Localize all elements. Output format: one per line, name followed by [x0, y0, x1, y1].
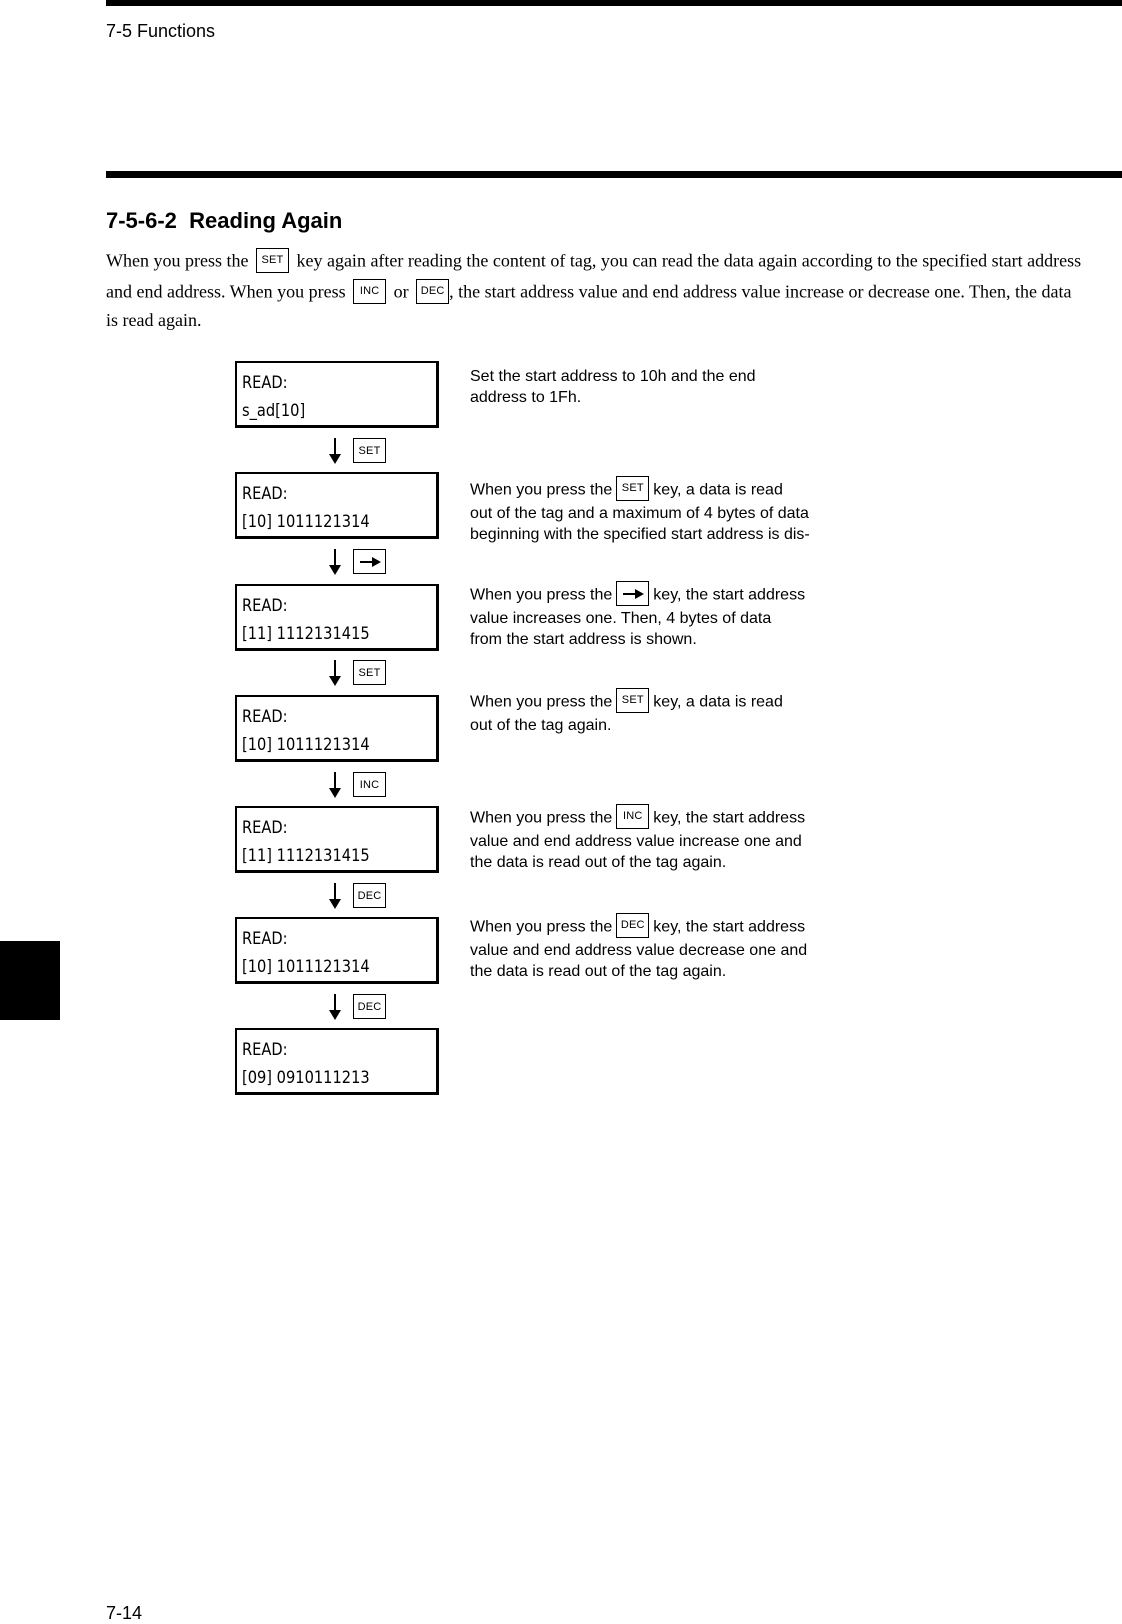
lcd-line-1: READ: — [242, 484, 288, 504]
right-arrow-icon — [359, 557, 381, 567]
set-key-icon: SET — [353, 660, 386, 685]
description-5 — [470, 806, 830, 873]
lcd-line-2: [09] 0910111213 — [242, 1068, 370, 1088]
description-6 — [470, 915, 830, 982]
arrow-down-icon — [328, 994, 342, 1020]
description-text: When you press the — [470, 481, 613, 499]
intro-line-1 — [106, 250, 1081, 275]
description-text: When you press the — [470, 918, 613, 936]
description-1 — [470, 366, 830, 408]
intro-line-2 — [106, 281, 1072, 306]
lcd-screen-4 — [235, 695, 439, 762]
running-head: 7-5 Functions — [106, 21, 216, 41]
description-text: key, the start address — [653, 586, 806, 604]
description-text: key, the start address — [653, 809, 806, 827]
description-4 — [470, 690, 830, 736]
dec-key-icon: DEC — [353, 883, 386, 908]
arrow-down-icon — [328, 772, 342, 798]
lcd-line-2: [10] 1011121314 — [242, 957, 370, 977]
description-line — [470, 690, 830, 715]
intro-text: or — [393, 281, 409, 302]
lcd-screen-1 — [235, 361, 439, 428]
intro-text: and end address. When you press — [106, 281, 346, 302]
description-line: the data is read out of the tag again. — [470, 963, 727, 980]
intro-text: , the start address value and end address value increase or decrease one. Then, the data — [449, 281, 1072, 302]
lcd-line-2: [11] 1112131415 — [242, 624, 370, 644]
intro-text: When you press the — [106, 250, 249, 271]
lcd-line-2: s_ad[10] — [242, 401, 306, 421]
section-title: 7-5-6-2 Reading Again — [106, 208, 343, 233]
set-key-icon: SET — [353, 438, 386, 463]
inc-key-icon: INC — [616, 804, 649, 829]
description-text: key, a data is read — [653, 481, 783, 499]
set-key-icon: SET — [616, 476, 649, 501]
description-line: the data is read out of the tag again. — [470, 854, 727, 871]
description-line: out of the tag and a maximum of 4 bytes of data — [470, 505, 809, 522]
lcd-line-1: READ: — [242, 596, 288, 616]
description-line — [470, 915, 830, 940]
description-line: value and end address value increase one and — [470, 833, 802, 850]
lcd-screen-2 — [235, 472, 439, 539]
arrow-down-icon — [328, 549, 342, 575]
lcd-screen-3 — [235, 584, 439, 651]
dec-key-icon: DEC — [416, 279, 449, 304]
lcd-line-2: [10] 1011121314 — [242, 512, 370, 532]
page-number: 7-14 — [106, 1603, 143, 1623]
lcd-screen-5 — [235, 806, 439, 873]
dec-key-icon: DEC — [353, 994, 386, 1019]
lcd-line-1: READ: — [242, 707, 288, 727]
chapter-tab-marker — [0, 941, 60, 1020]
description-text: When you press the — [470, 693, 613, 711]
description-line — [470, 806, 830, 831]
set-key-icon: SET — [616, 688, 649, 713]
lcd-line-1: READ: — [242, 1040, 288, 1060]
arrow-down-icon — [328, 883, 342, 909]
right-arrow-key-icon — [353, 549, 386, 574]
lcd-line-2: [11] 1112131415 — [242, 846, 370, 866]
section-rule — [106, 171, 1122, 178]
dec-key-icon: DEC — [616, 913, 649, 938]
lcd-line-1: READ: — [242, 929, 288, 949]
intro-line-3 — [106, 310, 201, 332]
description-line: address to 1Fh. — [470, 389, 582, 406]
inc-key-icon: INC — [353, 772, 386, 797]
description-2 — [470, 478, 830, 545]
intro-text: key again after reading the content of tag, you can read the data again according to the specified start address — [296, 250, 1082, 271]
arrow-down-icon — [328, 660, 342, 686]
right-arrow-key-icon — [616, 581, 649, 606]
arrow-down-icon — [328, 438, 342, 464]
description-text: When you press the — [470, 586, 613, 604]
top-rule — [106, 0, 1122, 6]
right-arrow-icon — [622, 589, 644, 599]
inc-key-icon: INC — [353, 279, 386, 304]
description-text: When you press the — [470, 809, 613, 827]
description-line — [470, 478, 830, 503]
description-line: out of the tag again. — [470, 717, 612, 734]
description-line: value and end address value decrease one and — [470, 942, 808, 959]
lcd-line-2: [10] 1011121314 — [242, 735, 370, 755]
intro-text: is read again. — [106, 310, 202, 330]
description-line: Set the start address to 10h and the end — [470, 368, 756, 385]
description-line: beginning with the specified start address is dis- — [470, 526, 810, 543]
lcd-line-1: READ: — [242, 818, 288, 838]
set-key-icon: SET — [256, 248, 289, 273]
description-3 — [470, 583, 830, 650]
description-text: key, a data is read — [653, 693, 783, 711]
description-line: value increases one. Then, 4 bytes of data — [470, 610, 772, 627]
lcd-screen-6 — [235, 917, 439, 984]
lcd-line-1: READ: — [242, 373, 288, 393]
description-line — [470, 583, 830, 608]
lcd-screen-7 — [235, 1028, 439, 1095]
description-text: key, the start address — [653, 918, 806, 936]
description-line: from the start address is shown. — [470, 631, 697, 648]
